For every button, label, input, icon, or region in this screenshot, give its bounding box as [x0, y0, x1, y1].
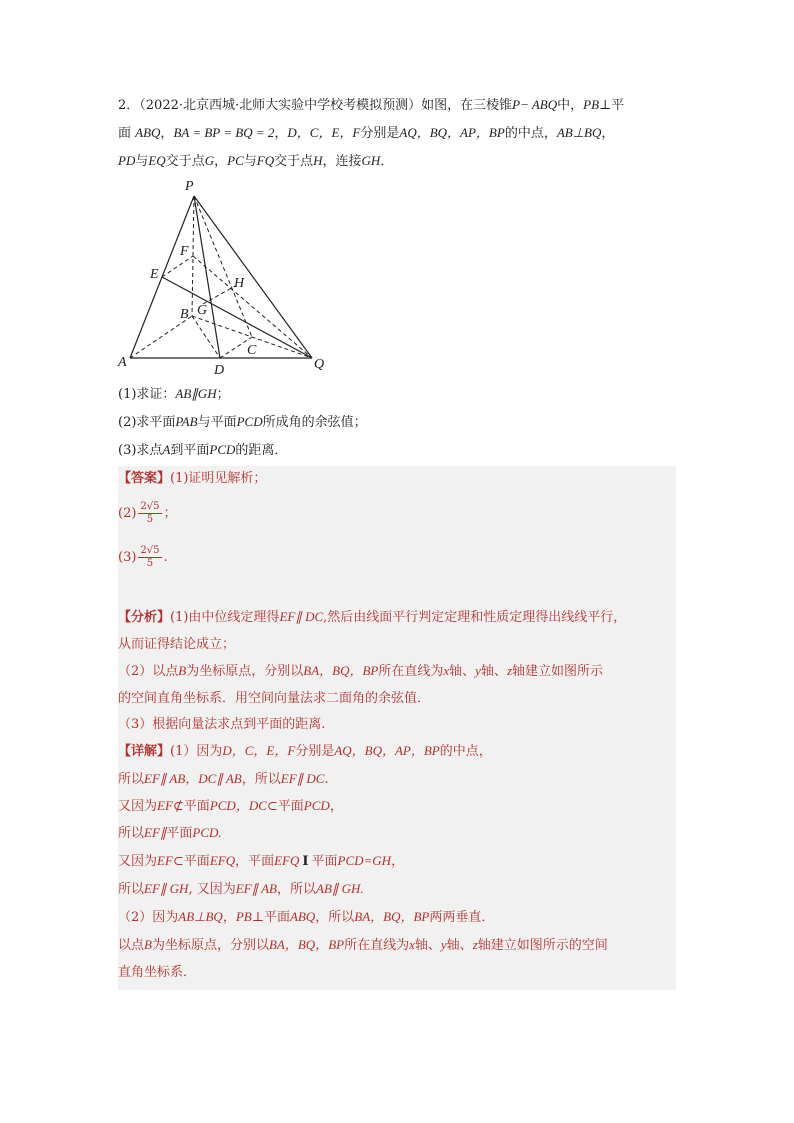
text: (2)求平面	[118, 415, 176, 430]
text: ，所以	[276, 882, 316, 897]
math-pb: PB	[235, 909, 252, 924]
analysis-line-2	[118, 636, 235, 654]
text: （2）因为	[118, 910, 179, 925]
math-eq: EQ	[148, 153, 166, 168]
math-y: y	[475, 663, 481, 678]
label-b: B	[180, 307, 189, 322]
text: 到平面	[170, 443, 210, 458]
text: ，	[214, 154, 228, 169]
detail-line-6	[118, 880, 364, 899]
math-efq: EFQ	[209, 853, 236, 868]
math-pb: PB	[583, 97, 600, 112]
math-ef: EF	[157, 798, 173, 813]
detail-tag: 【详解】	[118, 744, 171, 759]
text: (1）因为	[170, 744, 223, 759]
text: 所成角的余弦值；	[262, 415, 367, 430]
text: ，	[329, 799, 343, 814]
text: 所以	[118, 882, 145, 897]
detail-line-1	[118, 742, 492, 761]
math-ef-dc: EF∥ DC	[280, 771, 325, 786]
math-efq: EFQ	[274, 853, 300, 868]
fraction-denominator: 5	[146, 514, 154, 525]
analysis-line-5	[118, 716, 325, 734]
question-3	[118, 441, 287, 460]
text: 的中点，	[439, 744, 492, 759]
text: ，连接	[322, 154, 362, 169]
fraction-numerator: 2√5	[140, 545, 160, 556]
math-ab-gh: AB∥ GH.	[316, 881, 364, 896]
text: ，	[222, 910, 236, 925]
text: 的距离．	[235, 443, 288, 458]
math-pcd: PCD.	[192, 825, 222, 840]
text: 分别是	[360, 126, 400, 141]
analysis-line-3	[118, 662, 603, 681]
text: 与平面	[197, 415, 237, 430]
pyramid-figure	[112, 176, 342, 376]
math-z: z	[506, 663, 513, 678]
math-pab: PAB	[175, 414, 198, 429]
fraction-denominator: 5	[146, 558, 154, 569]
detail-line-3	[118, 797, 343, 816]
text: ⊂平面	[172, 854, 210, 869]
text: 直角坐标系．	[118, 965, 197, 980]
text: ⊥平	[599, 98, 625, 113]
math-fq: FQ	[256, 153, 275, 168]
math-pcd: PCD	[236, 414, 263, 429]
text: 以点	[118, 938, 145, 953]
text: 为坐标原点，分别以	[186, 664, 304, 679]
label-a: A	[118, 355, 127, 370]
math-g: G	[204, 153, 215, 168]
text: 的中点，	[504, 126, 557, 141]
answer-line-3	[118, 544, 168, 572]
intersection-symbol: I	[302, 854, 309, 869]
text: (1)求证：	[118, 387, 176, 402]
text: 交于点	[165, 154, 205, 169]
text: ；	[163, 506, 177, 521]
text: 又因为	[118, 799, 158, 814]
answer-tag: 【答案】	[118, 471, 171, 486]
math-z: z	[472, 937, 478, 952]
text: ，	[601, 126, 615, 141]
edge-bd	[192, 316, 220, 358]
math-axes: BA，BQ，BP	[303, 663, 379, 678]
math-axes: BA，BQ，BP	[268, 937, 345, 952]
text: （3）根据向量法求点到平面的距离.	[118, 717, 326, 732]
label-d: D	[214, 363, 225, 376]
text: 所在直线为	[378, 664, 444, 679]
text: 中，	[557, 98, 584, 113]
text: 与	[135, 154, 149, 169]
math-ef: EF	[157, 853, 173, 868]
label-g: G	[197, 303, 208, 318]
question-1	[118, 385, 230, 404]
text: 所在直线为	[344, 938, 410, 953]
text: （2）以点	[118, 664, 179, 679]
detail-line-9	[118, 964, 196, 982]
text: ⊂平面	[266, 799, 304, 814]
math-a: A	[162, 442, 171, 457]
math-ef-parallel: EF∥	[144, 825, 167, 840]
answer-line-1	[118, 470, 266, 488]
text: .	[163, 550, 168, 565]
text: ，平面	[235, 854, 275, 869]
text: 分别是	[295, 744, 335, 759]
math-segments: AQ，BQ，AP，BP	[334, 743, 440, 758]
answer-2-fraction	[138, 501, 161, 526]
math-h: H	[313, 153, 323, 168]
detail-line-5	[118, 852, 404, 871]
text: ，	[274, 126, 288, 141]
text: , 又因为	[188, 882, 236, 897]
text: 所以	[118, 772, 145, 787]
math-ef-ab: EF∥ AB	[235, 881, 277, 896]
text: 所以	[118, 826, 145, 841]
text: ，	[391, 854, 405, 869]
text: 轴建立如图所示的空间	[477, 938, 608, 953]
math-ef-gh: EF∥ GH	[144, 881, 189, 896]
math-perp: AB⊥BQ	[556, 125, 602, 140]
math-ef-ab-dc-ab: EF∥ AB，DC∥ AB	[144, 771, 242, 786]
text: 轴、	[446, 938, 473, 953]
answer-line-2	[118, 500, 177, 528]
problem-line-1	[118, 96, 624, 115]
text: (3)求点	[118, 443, 163, 458]
detail-line-4	[118, 824, 222, 843]
math-axes: BA，BQ，BP	[354, 909, 430, 924]
math-abq: ABQ	[135, 125, 161, 140]
text: ⊄平面	[172, 799, 210, 814]
text: ，	[160, 126, 174, 141]
math-pc: PC	[227, 153, 244, 168]
math-pcd: PCD	[303, 798, 330, 813]
math-pcd-dc: PCD，DC	[209, 798, 267, 813]
detail-line-7	[118, 908, 494, 927]
label-f: F	[180, 244, 189, 259]
text: (3)	[118, 550, 137, 565]
math-ab-parallel-gh: AB∥GH	[175, 386, 217, 401]
fraction-numerator: 2√5	[140, 501, 160, 512]
math-gh: GH	[361, 153, 381, 168]
text: 又因为	[118, 854, 158, 869]
math-segments: AQ，BQ，AP，BP	[399, 125, 505, 140]
math-x: x	[409, 937, 415, 952]
math-b: B	[178, 663, 187, 678]
edge-ab	[130, 316, 192, 358]
analysis-tag: 【分析】	[118, 610, 171, 625]
text: 交于点	[274, 154, 314, 169]
problem-source-text: 2．（2022·北京西城·北师大实验中学校考模拟预测）如图，在三棱锥	[118, 98, 513, 113]
analysis-line-1	[118, 608, 626, 627]
text: 轴、	[414, 938, 441, 953]
math-pcd: PCD	[209, 442, 236, 457]
analysis-line-4	[118, 690, 430, 708]
text: 轴、	[449, 664, 476, 679]
label-h: H	[234, 276, 245, 291]
text: 为坐标原点，分别以	[151, 938, 269, 953]
math-ef-dc: EF∥ DC	[279, 609, 324, 624]
math-x: x	[443, 663, 450, 678]
problem-line-3	[118, 152, 393, 171]
text: (1)由中位线定理得	[170, 610, 280, 625]
label-c: C	[247, 343, 257, 358]
math-pabq: P− ABQ	[512, 97, 558, 112]
text: ,然后由线面平行判定定理和性质定理得出线线平行，	[323, 610, 627, 625]
question-2	[118, 413, 367, 432]
text: ；	[216, 387, 230, 402]
text: (2)	[118, 506, 137, 521]
text: ．	[380, 154, 394, 169]
text: 的空间直角坐标系．用空间向量法求二面角的余弦值．	[118, 691, 431, 706]
answer-1: (1)证明见解析；	[170, 471, 267, 486]
math-points: D，C，E，F	[287, 125, 361, 140]
math-pd: PD	[118, 153, 136, 168]
text: ⊥平面	[251, 910, 290, 925]
text: 从而证得结论成立；	[118, 637, 236, 652]
text: 平面	[311, 854, 338, 869]
math-ab-perp-bq: AB⊥BQ	[178, 909, 223, 924]
answer-3-fraction	[138, 545, 161, 570]
text: ，所以	[241, 772, 281, 787]
label-p: P	[185, 179, 194, 194]
math-pcd-gh: PCD=GH	[337, 853, 392, 868]
edge-pd	[194, 196, 220, 358]
math-b: B	[144, 937, 152, 952]
math-points: D，C，E，F	[222, 743, 296, 758]
text: 与	[243, 154, 257, 169]
label-q: Q	[314, 357, 325, 372]
edge-pq	[194, 196, 312, 358]
text: 轴、	[480, 664, 507, 679]
detail-line-2	[118, 770, 329, 789]
problem-line-2	[118, 124, 614, 143]
math-y: y	[440, 937, 447, 952]
text: ，所以	[315, 910, 355, 925]
text: 面	[118, 126, 136, 141]
label-e: E	[150, 267, 159, 282]
math-equal-lengths: BA = BP = BQ = 2	[173, 125, 275, 140]
detail-line-8	[118, 936, 608, 955]
text: .	[324, 772, 329, 787]
text: 轴建立如图所示	[512, 664, 604, 679]
text: 两两垂直．	[429, 910, 495, 925]
math-abq: ABQ	[289, 909, 316, 924]
text: 平面	[166, 826, 193, 841]
